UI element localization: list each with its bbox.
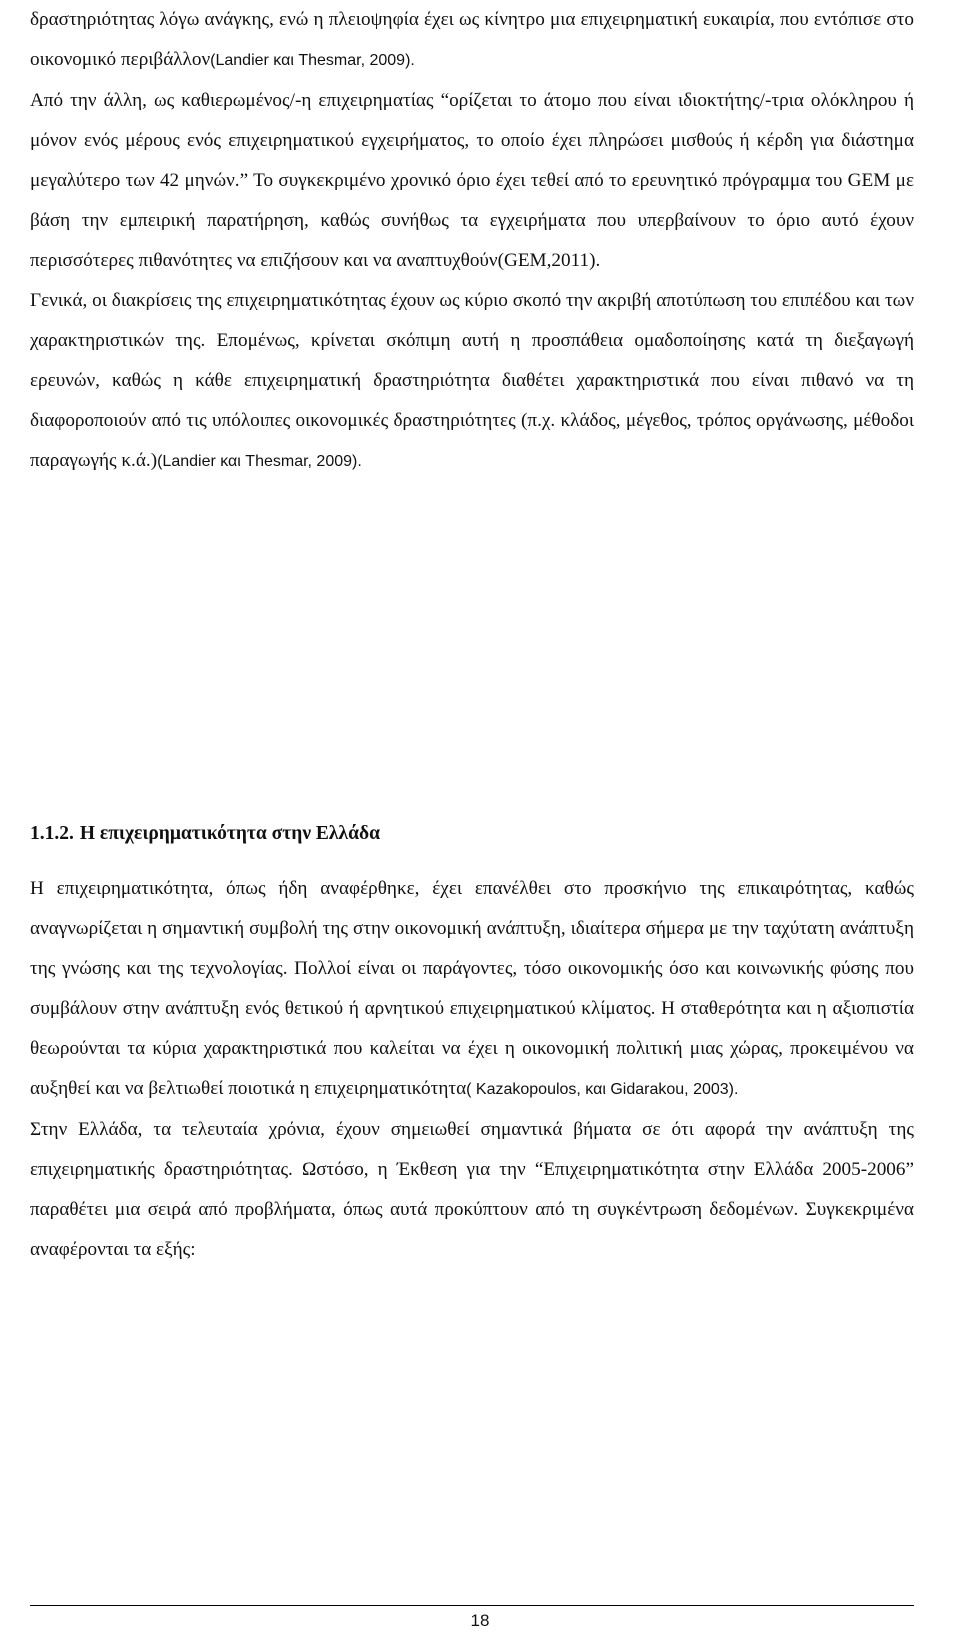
paragraph-text: δραστηριότητας λόγω ανάγκης, ενώ η πλειοψηφία έχει ως κίνητρο μια επιχειρηματική ευκαιρία, που εντόπισε στο οικονομικό περιβάλλον [30, 9, 914, 70]
section-title: Η επιχειρηματικότητα στην Ελλάδα [79, 823, 380, 844]
paragraph-entrepreneurship-greece [30, 869, 914, 1110]
paragraph-text: Η επιχειρηματικότητα, όπως ήδη αναφέρθηκε, έχει επανέλθει στο προσκήνιο της επικαιρότητας, καθώς αναγνωρίζεται η σημαντική συμβολή της στην οικονομική ανάπτυξη, ιδιαίτερα σήμερα με την ταχύτατη ανάπτυξη της γνώσης και της τεχνολογίας. Πολλοί είναι οι παράγοντες, τόσο οικονομικής όσο και κοινωνικής φύσης που συμβάλουν στην ανάπτυξη ενός θετικού ή αρνητικού επιχειρηματικού κλίματος. Η σταθερότητα και η αξιοπιστία θεωρούνται τα κύρια χαρακτηριστικά που καλείται να έχει η οικονομική πολιτική μιας χώρας, προκειμένου να αυξηθεί και να βελτιωθεί ποιοτικά η επιχειρηματικότητα [30, 878, 914, 1099]
paragraph-greece-problems: Στην Ελλάδα, τα τελευταία χρόνια, έχουν σημειωθεί σημαντικά βήματα σε ότι αφορά την ανάπτυξη της επιχειρηματικής δραστηριότητας. Ωστόσο, η Έκθεση για την “Επιχειρηματικότητα στην Ελλάδα 2005-2006” παραθέτει μια σειρά από προβλήματα, όπως αυτά προκύπτουν από τη συγκέντρωση δεδομένων. Συγκεκριμένα αναφέρονται τα εξής: [30, 1119, 914, 1260]
citation: ( Kazakopoulos, και Gidarakou, 2003). [466, 1081, 739, 1098]
paragraph-established-entrepreneur: Από την άλλη, ως καθιερωμένος/-η επιχειρηματίας “ορίζεται το άτομο που είναι ιδιοκτήτης/-τρια ολόκληρου ή μόνον ενός μέρους ενός επιχειρηματικού εγχειρήματος, το οποίο έχει πληρώσει μισθούς ή κέρδη για διάστημα μεγαλύτερο των 42 μηνών.” Το συγκεκριμένο χρονικό όριο έχει τεθεί από το ερευνητικό πρόγραμμα του GEM με βάση την εμπειρική παρατήρηση, καθώς συνήθως τα εγχειρήματα που υπερβαίνουν το όριο αυτό έχουν περισσότερες πιθανότητες να επιζήσουν και να αναπτυχθούν(GEM,2011). [30, 90, 914, 271]
citation: (Landier και Thesmar, 2009). [210, 52, 415, 69]
paragraph-text: Γενικά, οι διακρίσεις της επιχειρηματικότητας έχουν ως κύριο σκοπό την ακριβή αποτύπωση του επιπέδου και των χαρακτηριστικών της. Επομένως, κρίνεται σκόπιμη αυτή η προσπάθεια ομαδοποίησης κατά τη διεξαγωγή ερευνών, καθώς η κάθε επιχειρηματική δραστηριότητα διαθέτει χαρακτηριστικά που είναι πιθανό να τη διαφοροποιούν από τις υπόλοιπες οικονομικές δραστηριότητες (π.χ. κλάδος, μέγεθος, τρόπος οργάνωσης, μέθοδοι παραγωγής κ.ά.) [30, 290, 914, 471]
page-body [30, 0, 914, 482]
section-heading [30, 820, 380, 848]
footer-divider [30, 1605, 914, 1606]
paragraph-continuation [30, 0, 914, 81]
paragraph-distinctions [30, 281, 914, 482]
page-number: 18 [470, 1611, 490, 1630]
citation: (Landier και Thesmar, 2009). [157, 453, 362, 470]
section-body [30, 869, 914, 1270]
section-number: 1.1.2. [30, 823, 74, 844]
